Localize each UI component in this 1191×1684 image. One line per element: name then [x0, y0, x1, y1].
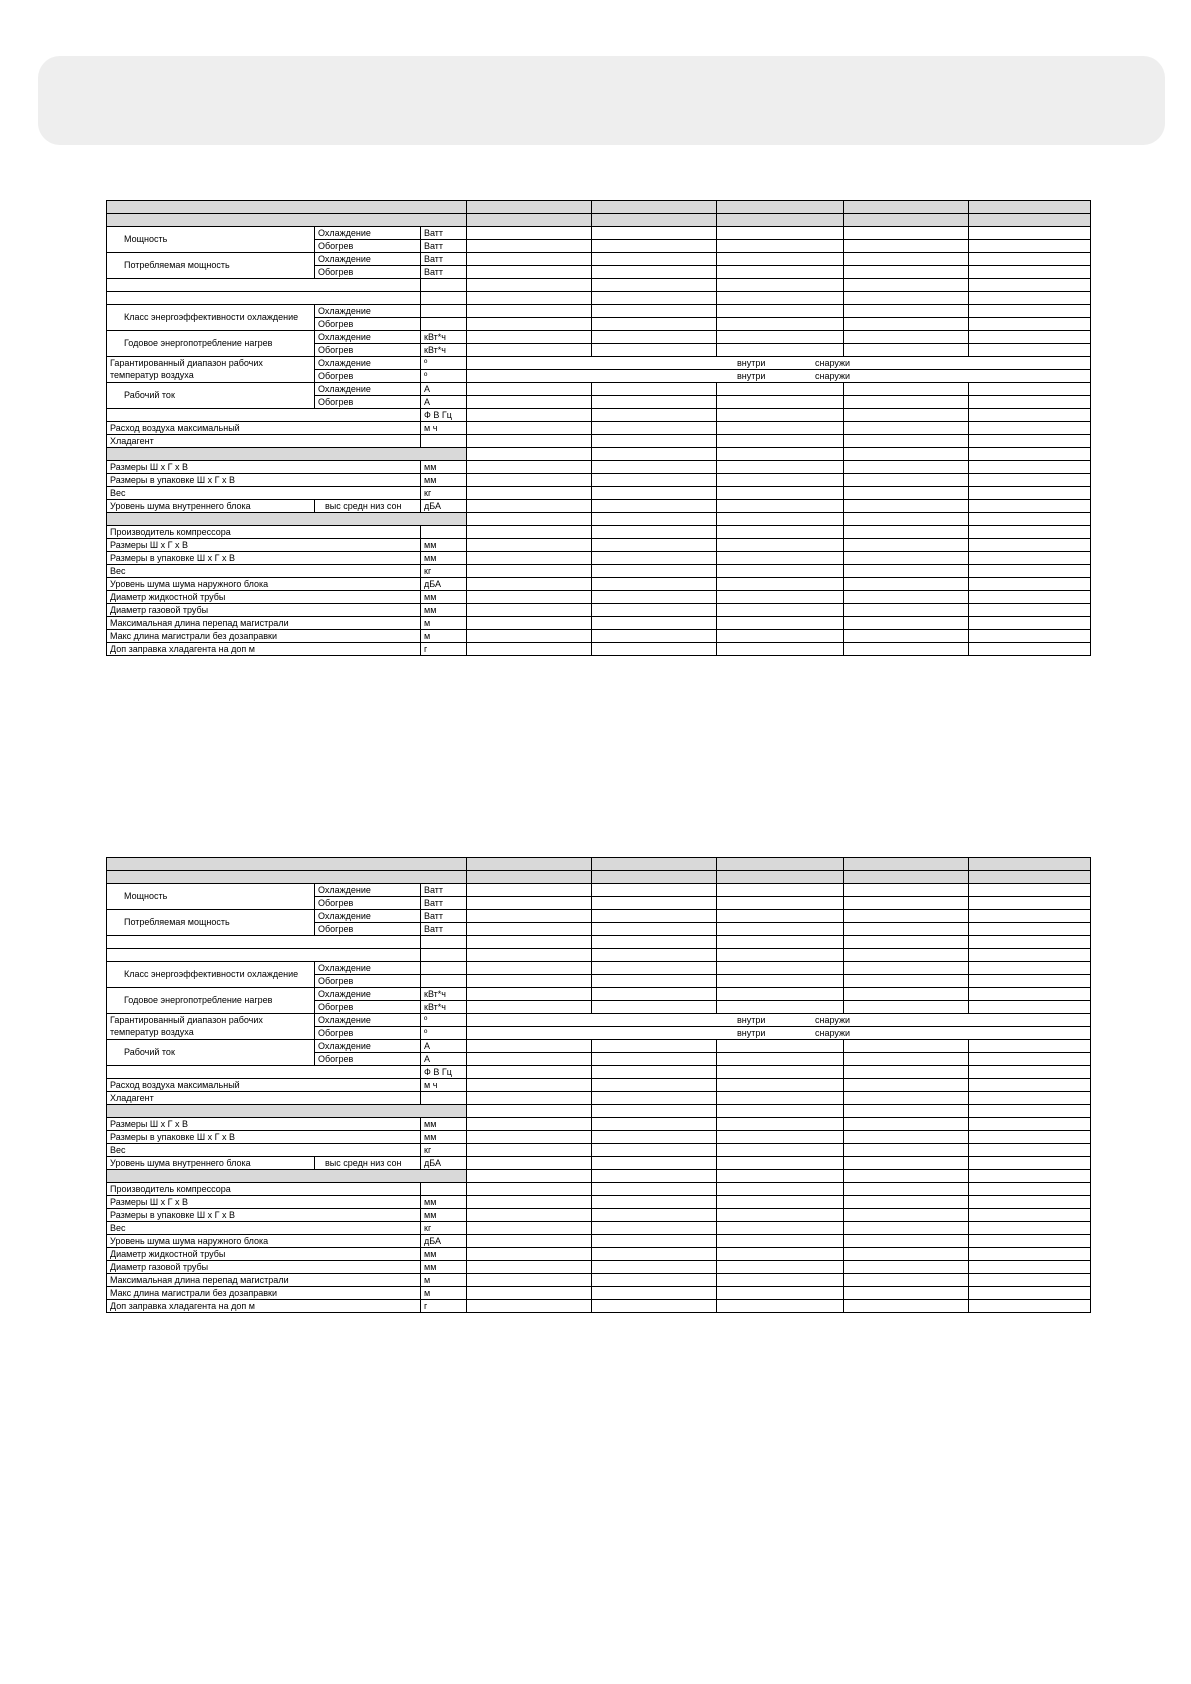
- mode-label: Охлаждение: [315, 331, 421, 344]
- row-label: Годовое энергопотребление нагрев: [107, 988, 315, 1014]
- table-row: [107, 435, 1091, 448]
- table-row: [107, 604, 1091, 617]
- table-row: [107, 383, 1091, 396]
- row-label: Мощность: [107, 884, 315, 910]
- row-label: Доп заправка хладагента на доп м: [107, 1300, 421, 1313]
- indoor-section-header: [107, 871, 1091, 884]
- unit-label: А: [421, 383, 467, 396]
- outside-label: снаружи: [815, 371, 851, 381]
- unit-label: м ч: [421, 1079, 467, 1092]
- table-row: [107, 591, 1091, 604]
- unit-label: мм: [421, 461, 467, 474]
- table-row: [107, 1040, 1091, 1053]
- row-label: Размеры в упаковке Ш х Г х В: [107, 552, 421, 565]
- row-label: Мощность: [107, 227, 315, 253]
- unit-label: кг: [421, 1144, 467, 1157]
- mode-label: Охлаждение: [315, 988, 421, 1001]
- table-row: [107, 1248, 1091, 1261]
- unit-label: Ватт: [421, 910, 467, 923]
- mode-label: Обогрев: [315, 266, 421, 279]
- indoor-unit-section-header: [107, 1105, 1091, 1118]
- table-row: [107, 949, 1091, 962]
- unit-label: мм: [421, 1209, 467, 1222]
- table-row: [107, 1144, 1091, 1157]
- unit-label: кг: [421, 1222, 467, 1235]
- unit-label: º: [421, 357, 467, 370]
- table-row: [107, 578, 1091, 591]
- row-label: Диаметр газовой трубы: [107, 604, 421, 617]
- mode-label: Обогрев: [315, 923, 421, 936]
- table-row: [107, 1235, 1091, 1248]
- unit-label: мм: [421, 474, 467, 487]
- mode-label: Охлаждение: [315, 305, 421, 318]
- unit-label: м: [421, 617, 467, 630]
- table-row: [107, 1196, 1091, 1209]
- table-row: [107, 422, 1091, 435]
- unit-label: м: [421, 630, 467, 643]
- unit-label: мм: [421, 552, 467, 565]
- row-label: Размеры в упаковке Ш х Г х В: [107, 474, 421, 487]
- unit-label: Ватт: [421, 227, 467, 240]
- table-row: [107, 526, 1091, 539]
- table-row: [107, 1027, 1091, 1040]
- table-row: [107, 1287, 1091, 1300]
- mode-label: Обогрев: [315, 897, 421, 910]
- unit-label: мм: [421, 604, 467, 617]
- table-row: [107, 331, 1091, 344]
- temp-range-cell: [467, 370, 1091, 383]
- unit-label: мм: [421, 1196, 467, 1209]
- row-label: Диаметр жидкостной трубы: [107, 1248, 421, 1261]
- unit-label: м: [421, 1274, 467, 1287]
- row-label: температур воздуха: [107, 370, 315, 383]
- row-label: Гарантированный диапазон рабочих: [107, 357, 315, 370]
- unit-label: кг: [421, 487, 467, 500]
- table-row: [107, 1131, 1091, 1144]
- inside-label: внутри: [737, 358, 766, 368]
- unit-label: дБА: [421, 578, 467, 591]
- inside-label: внутри: [737, 1028, 766, 1038]
- row-label: Гарантированный диапазон рабочих: [107, 1014, 315, 1027]
- outdoor-unit-section-header: [107, 513, 1091, 526]
- unit-label: Ватт: [421, 897, 467, 910]
- spec-table-1: [106, 200, 1091, 656]
- row-label: Уровень шума внутреннего блока: [107, 1157, 315, 1170]
- unit-label: дБА: [421, 1157, 467, 1170]
- table-row: [107, 500, 1091, 513]
- row-label: Размеры Ш х Г х В: [107, 1196, 421, 1209]
- inside-label: внутри: [737, 371, 766, 381]
- table-row: [107, 1157, 1091, 1170]
- row-label: Расход воздуха максимальный: [107, 422, 421, 435]
- unit-label: дБА: [421, 500, 467, 513]
- table-row: [107, 1209, 1091, 1222]
- table-row: [107, 474, 1091, 487]
- unit-label: мм: [421, 591, 467, 604]
- table-row: [107, 357, 1091, 370]
- unit-label: г: [421, 1300, 467, 1313]
- row-label: Макс длина магистрали без дозаправки: [107, 1287, 421, 1300]
- row-label: Хладагент: [107, 1092, 421, 1105]
- unit-label: мм: [421, 1118, 467, 1131]
- row-label: Размеры Ш х Г х В: [107, 1118, 421, 1131]
- unit-label: мм: [421, 1131, 467, 1144]
- unit-label: А: [421, 1040, 467, 1053]
- table-row: [107, 962, 1091, 975]
- unit-label: Ватт: [421, 923, 467, 936]
- unit-label: мм: [421, 539, 467, 552]
- row-label: Производитель компрессора: [107, 526, 421, 539]
- unit-label: м: [421, 1287, 467, 1300]
- mode-label: Охлаждение: [315, 1040, 421, 1053]
- table-row: [107, 253, 1091, 266]
- mode-label: Охлаждение: [315, 253, 421, 266]
- noise-levels-label: выс средн низ сон: [315, 1157, 421, 1170]
- unit-label: кг: [421, 565, 467, 578]
- row-label: Потребляемая мощность: [107, 910, 315, 936]
- unit-label: Ф В Гц: [421, 1066, 467, 1079]
- outdoor-unit-section-header: [107, 1170, 1091, 1183]
- row-label: Уровень шума внутреннего блока: [107, 500, 315, 513]
- unit-label: º: [421, 1027, 467, 1040]
- temp-range-cell: [467, 1014, 1091, 1027]
- noise-levels-label: выс средн низ сон: [315, 500, 421, 513]
- table-row: [107, 227, 1091, 240]
- mode-label: Охлаждение: [315, 357, 421, 370]
- mode-label: Обогрев: [315, 318, 421, 331]
- unit-label: мм: [421, 1261, 467, 1274]
- indoor-section-header: [107, 214, 1091, 227]
- indoor-unit-section-header: [107, 448, 1091, 461]
- row-label: Вес: [107, 1144, 421, 1157]
- row-label: Производитель компрессора: [107, 1183, 421, 1196]
- row-label: Класс энергоэффективности охлаждение: [107, 305, 315, 331]
- unit-label: Ф В Гц: [421, 409, 467, 422]
- row-label: Максимальная длина перепад магистрали: [107, 1274, 421, 1287]
- unit-label: г: [421, 643, 467, 656]
- inside-label: внутри: [737, 1015, 766, 1025]
- mode-label: Обогрев: [315, 1053, 421, 1066]
- unit-label: мм: [421, 1248, 467, 1261]
- spec-table-2: [106, 857, 1091, 1313]
- table-row: [107, 1014, 1091, 1027]
- unit-label: дБА: [421, 1235, 467, 1248]
- mode-label: Охлаждение: [315, 383, 421, 396]
- row-label: Класс энергоэффективности охлаждение: [107, 962, 315, 988]
- mode-label: Охлаждение: [315, 1014, 421, 1027]
- row-label: Диаметр газовой трубы: [107, 1261, 421, 1274]
- row-label: Хладагент: [107, 435, 421, 448]
- unit-label: А: [421, 1053, 467, 1066]
- table-row: [107, 643, 1091, 656]
- table-row: [107, 910, 1091, 923]
- row-label: Диаметр жидкостной трубы: [107, 591, 421, 604]
- temp-range-cell: [467, 357, 1091, 370]
- row-label: Уровень шума шума наружного блока: [107, 1235, 421, 1248]
- table-row: [107, 539, 1091, 552]
- row-label: Рабочий ток: [107, 1040, 315, 1066]
- table-row: [107, 565, 1091, 578]
- table-row: [107, 936, 1091, 949]
- row-label: Уровень шума шума наружного блока: [107, 578, 421, 591]
- table-row: [107, 1183, 1091, 1196]
- unit-label: Ватт: [421, 266, 467, 279]
- mode-label: Охлаждение: [315, 227, 421, 240]
- table-row: [107, 409, 1091, 422]
- model-header-row: [107, 858, 1091, 871]
- temp-range-cell: [467, 1027, 1091, 1040]
- unit-label: Ватт: [421, 240, 467, 253]
- table-row: [107, 1222, 1091, 1235]
- mode-label: Обогрев: [315, 344, 421, 357]
- table-row: [107, 884, 1091, 897]
- table-row: [107, 279, 1091, 292]
- row-label: Доп заправка хладагента на доп м: [107, 643, 421, 656]
- table-row: [107, 1274, 1091, 1287]
- table-row: [107, 461, 1091, 474]
- unit-label: кВт*ч: [421, 988, 467, 1001]
- outside-label: снаружи: [815, 1028, 851, 1038]
- row-label: Максимальная длина перепад магистрали: [107, 617, 421, 630]
- unit-label: кВт*ч: [421, 331, 467, 344]
- model-header-row: [107, 201, 1091, 214]
- mode-label: Обогрев: [315, 396, 421, 409]
- row-label: Вес: [107, 1222, 421, 1235]
- outside-label: снаружи: [815, 1015, 851, 1025]
- unit-label: А: [421, 396, 467, 409]
- mode-label: Охлаждение: [315, 910, 421, 923]
- row-label: Размеры Ш х Г х В: [107, 461, 421, 474]
- table-row: [107, 988, 1091, 1001]
- table-row: [107, 1118, 1091, 1131]
- row-label: Макс длина магистрали без дозаправки: [107, 630, 421, 643]
- table-row: [107, 370, 1091, 383]
- mode-label: Охлаждение: [315, 884, 421, 897]
- row-label: Годовое энергопотребление нагрев: [107, 331, 315, 357]
- row-label: Потребляемая мощность: [107, 253, 315, 279]
- table-row: [107, 305, 1091, 318]
- table-row: [107, 292, 1091, 305]
- row-label: температур воздуха: [107, 1027, 315, 1040]
- row-label: Размеры в упаковке Ш х Г х В: [107, 1209, 421, 1222]
- row-label: Вес: [107, 565, 421, 578]
- unit-label: кВт*ч: [421, 344, 467, 357]
- mode-label: Обогрев: [315, 975, 421, 988]
- unit-label: º: [421, 370, 467, 383]
- table-row: [107, 552, 1091, 565]
- header-banner: [38, 56, 1165, 145]
- table-row: [107, 1092, 1091, 1105]
- table-row: [107, 1261, 1091, 1274]
- row-label: Вес: [107, 487, 421, 500]
- table-row: [107, 617, 1091, 630]
- mode-label: Обогрев: [315, 370, 421, 383]
- mode-label: Охлаждение: [315, 962, 421, 975]
- mode-label: Обогрев: [315, 1001, 421, 1014]
- table-row: [107, 1079, 1091, 1092]
- table-row: [107, 1066, 1091, 1079]
- mode-label: Обогрев: [315, 240, 421, 253]
- row-label: Рабочий ток: [107, 383, 315, 409]
- unit-label: º: [421, 1014, 467, 1027]
- row-label: Расход воздуха максимальный: [107, 1079, 421, 1092]
- row-label: Размеры Ш х Г х В: [107, 539, 421, 552]
- outside-label: снаружи: [815, 358, 851, 368]
- table-row: [107, 630, 1091, 643]
- table-row: [107, 1300, 1091, 1313]
- row-label: Размеры в упаковке Ш х Г х В: [107, 1131, 421, 1144]
- unit-label: Ватт: [421, 884, 467, 897]
- unit-label: м ч: [421, 422, 467, 435]
- mode-label: Обогрев: [315, 1027, 421, 1040]
- unit-label: Ватт: [421, 253, 467, 266]
- unit-label: кВт*ч: [421, 1001, 467, 1014]
- table-row: [107, 487, 1091, 500]
